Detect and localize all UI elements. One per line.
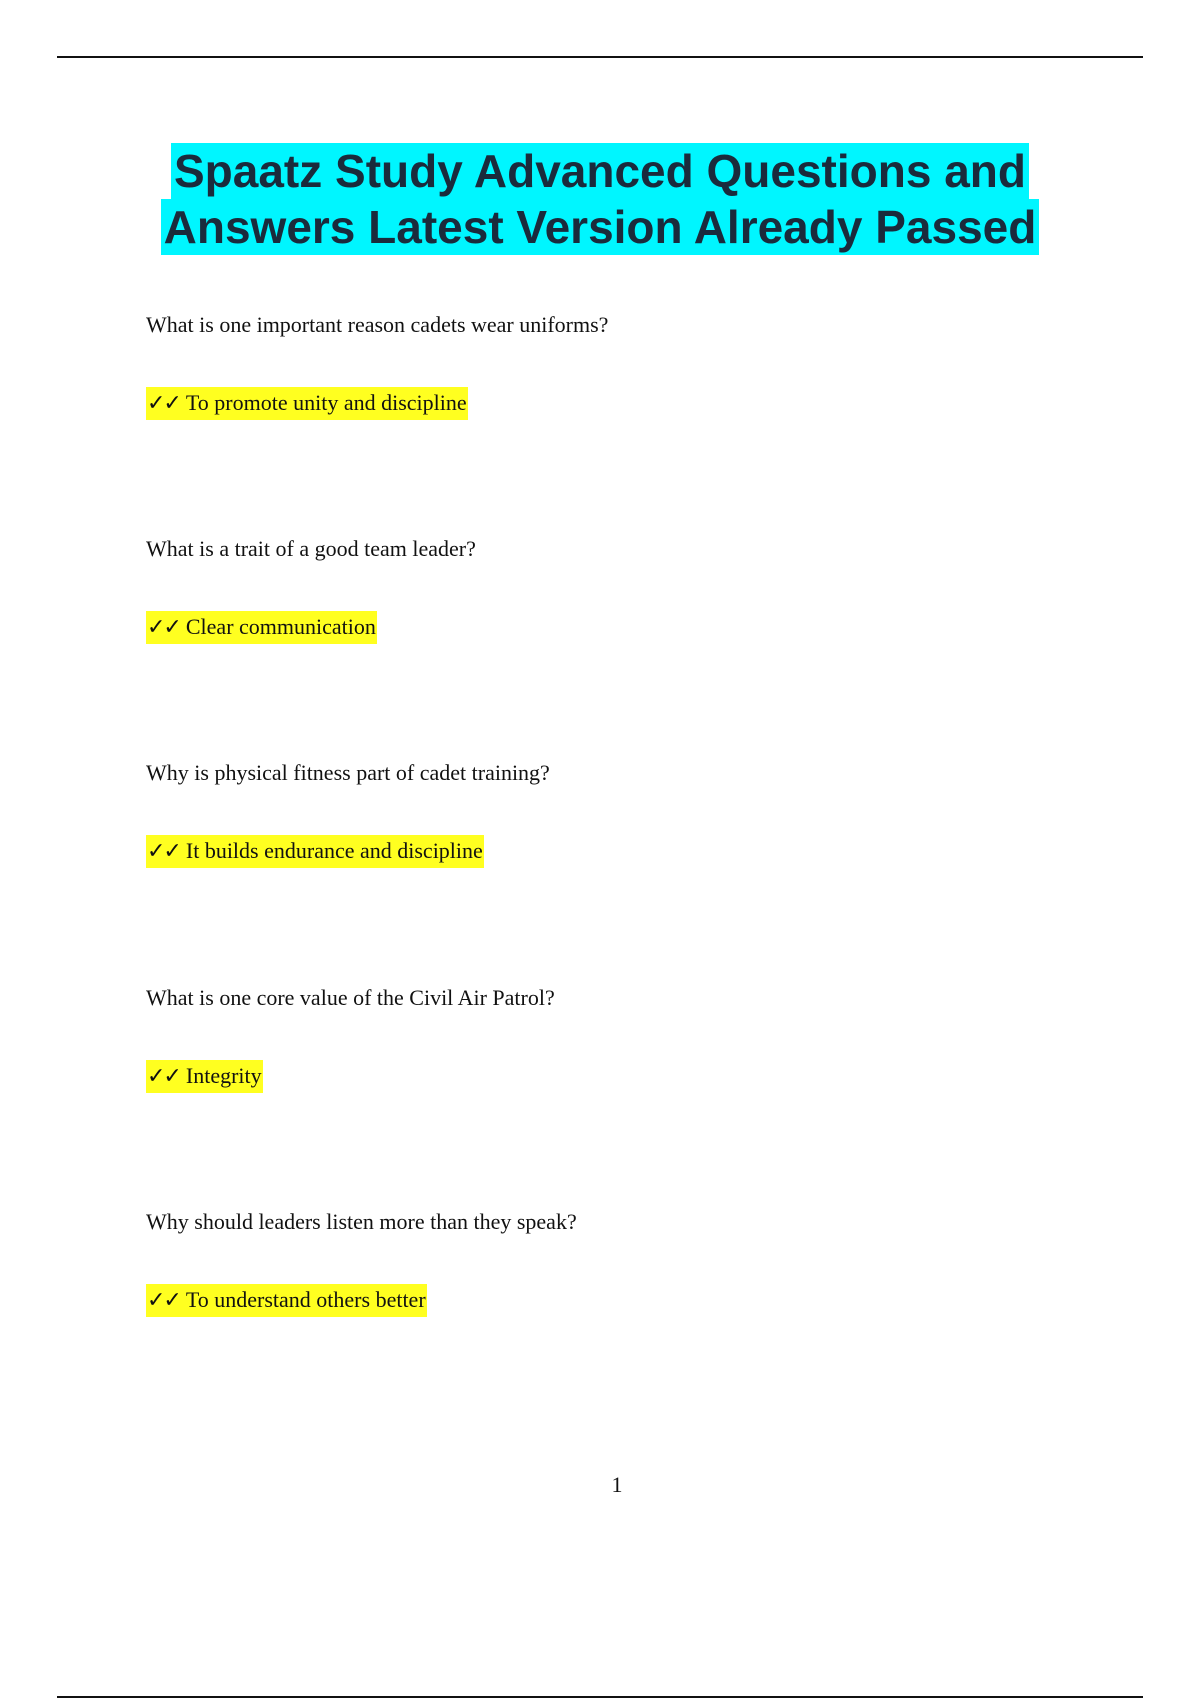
answer-text: To promote unity and discipline (185, 390, 467, 415)
question-text: What is a trait of a good team leader? (146, 536, 476, 561)
qa-item (146, 759, 550, 864)
title-line-2: Answers Latest Version Already Passed (161, 199, 1040, 255)
answer-highlight (146, 1284, 427, 1317)
answer-text: Integrity (185, 1063, 262, 1088)
question-text: What is one important reason cadets wear uniforms? (146, 312, 609, 337)
answer-text: Clear communication (185, 614, 376, 639)
document-title (0, 143, 1200, 255)
double-check-icon: ✓✓ (147, 615, 180, 640)
top-rule (57, 56, 1143, 58)
answer-highlight (146, 835, 484, 868)
answer-text: To understand others better (185, 1287, 426, 1312)
qa-item (146, 535, 476, 640)
question-text: Why should leaders listen more than they speak? (146, 1209, 577, 1234)
answer-text: It builds endurance and discipline (185, 838, 483, 863)
answer-highlight (146, 1060, 263, 1093)
qa-item (146, 984, 555, 1089)
qa-item (146, 311, 609, 416)
title-line-1: Spaatz Study Advanced Questions and (171, 143, 1029, 199)
question-text: What is one core value of the Civil Air Patrol? (146, 985, 555, 1010)
qa-item (146, 1208, 577, 1313)
answer-highlight (146, 611, 377, 644)
page-number: 1 (611, 1472, 623, 1497)
double-check-icon: ✓✓ (147, 839, 180, 864)
double-check-icon: ✓✓ (147, 1288, 180, 1313)
double-check-icon: ✓✓ (147, 1064, 180, 1089)
question-text: Why is physical fitness part of cadet training? (146, 760, 550, 785)
answer-highlight (146, 387, 468, 420)
bottom-rule (57, 1696, 1143, 1698)
double-check-icon: ✓✓ (147, 391, 180, 416)
